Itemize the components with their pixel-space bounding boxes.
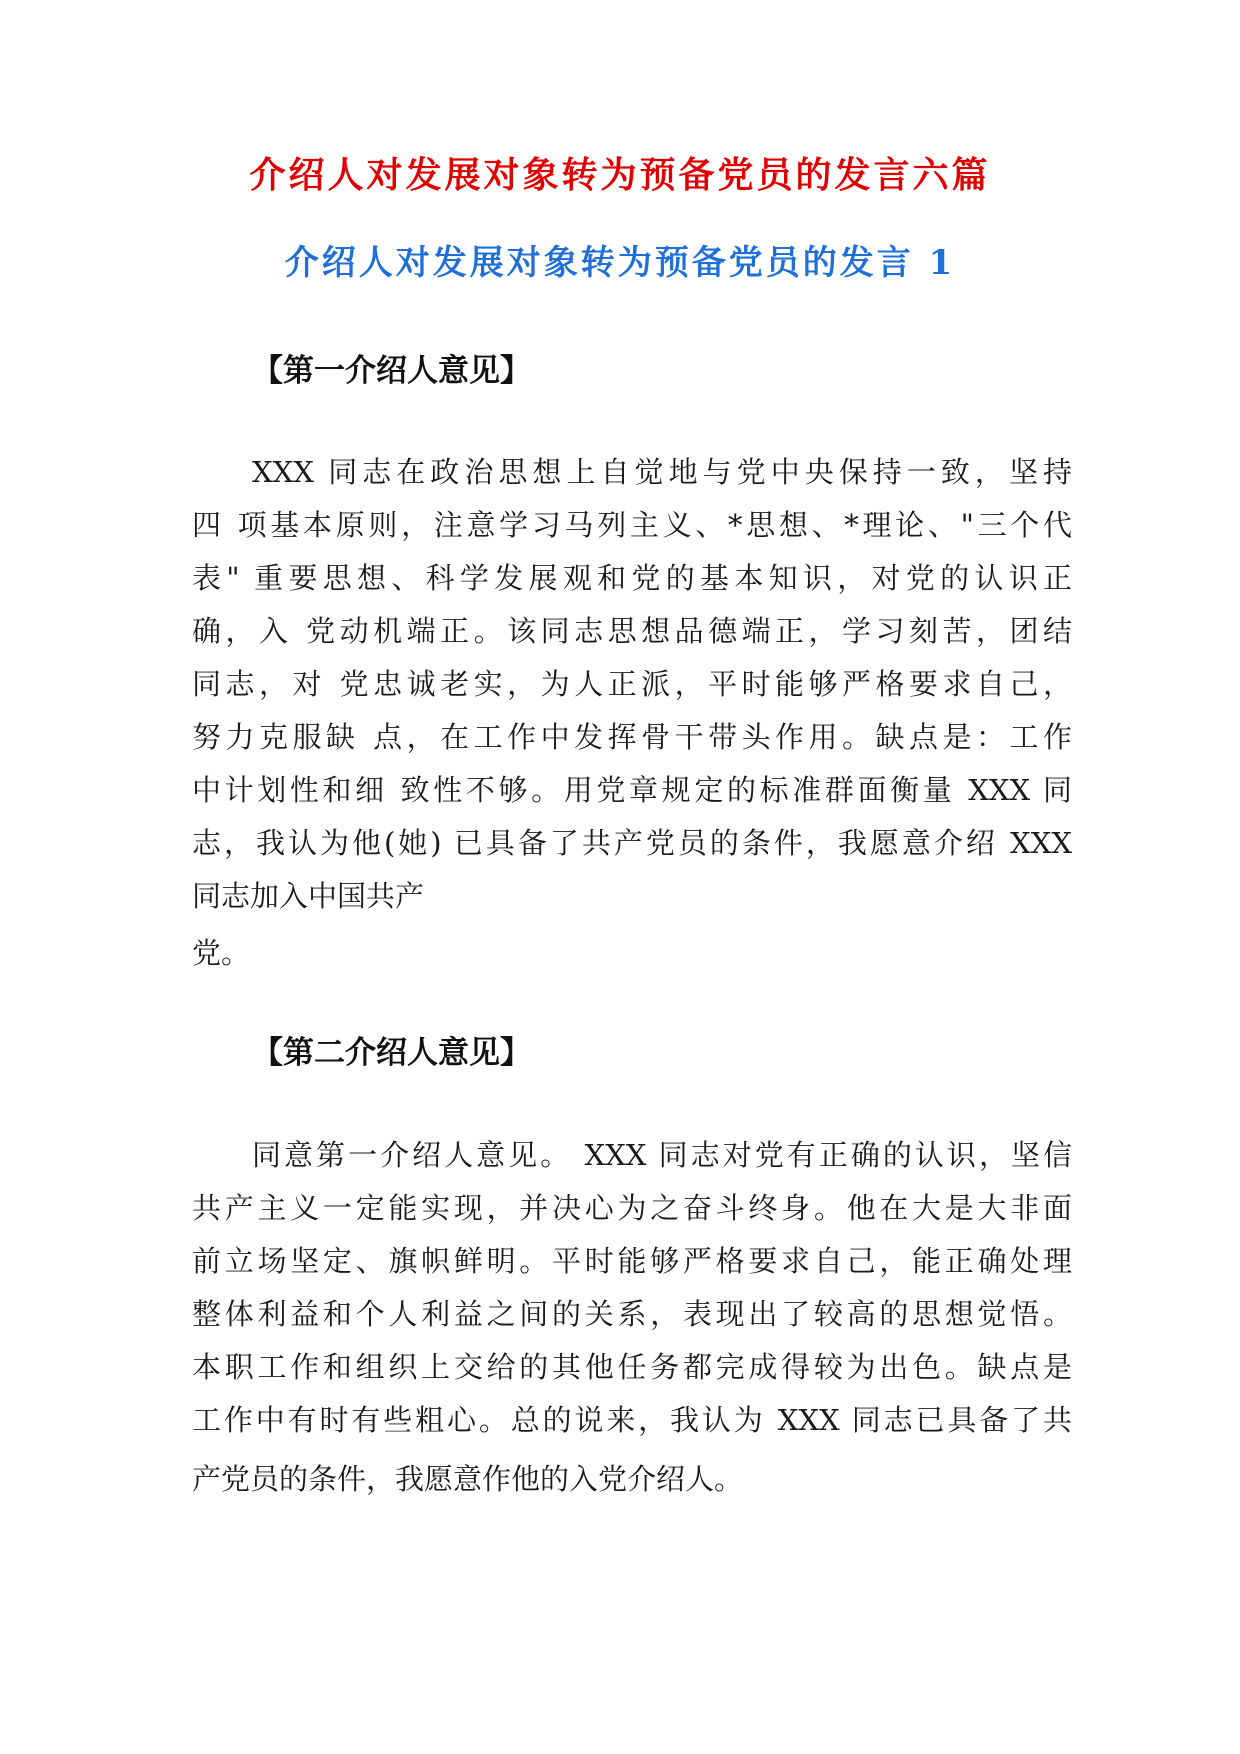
paragraph-line: 同志加入中国共产 bbox=[192, 879, 425, 913]
paragraph-line: 同意第一介绍人意见。 XXX 同志对党有正确的认识，坚信 bbox=[252, 1138, 1072, 1172]
document-title: 介绍人对发展对象转为预备党员的发言六篇 bbox=[249, 154, 991, 196]
paragraph-line: 工作中有时有些粗心。总的说来，我认为 XXX 同志已具备了共 bbox=[192, 1403, 1072, 1437]
document-subtitle: 介绍人对发展对象转为预备党员的发言 1 bbox=[284, 243, 956, 283]
section-heading-second-introducer: 【第二介绍人意见】 bbox=[252, 1035, 531, 1071]
paragraph-line: 四 项基本原则，注意学习马列主义、*思想、*理论、"三个代 bbox=[192, 508, 1072, 542]
paragraph-line: 共产主义一定能实现，并决心为之奋斗终身。他在大是大非面 bbox=[192, 1191, 1072, 1225]
paragraph-line: 志，我认为他(她) 已具备了共产党员的条件，我愿意介绍 XXX bbox=[192, 826, 1072, 860]
paragraph-line: 同志，对 党忠诚老实，为人正派，平时能够严格要求自己， bbox=[192, 667, 1072, 701]
paragraph-line: 前立场坚定、旗帜鲜明。平时能够严格要求自己，能正确处理 bbox=[192, 1244, 1072, 1278]
paragraph-line: 确，入 党动机端正。该同志思想品德端正，学习刻苦，团结 bbox=[192, 614, 1072, 648]
paragraph-line: 努力克服缺 点，在工作中发挥骨干带头作用。缺点是：工作 bbox=[192, 720, 1072, 754]
paragraph-line: 党。 bbox=[192, 936, 251, 970]
paragraph-line: 整体利益和个人利益之间的关系，表现出了较高的思想觉悟。 bbox=[192, 1297, 1072, 1331]
section-heading-first-introducer: 【第一介绍人意见】 bbox=[252, 353, 531, 389]
paragraph-line: 表" 重要思想、科学发展观和党的基本知识，对党的认识正 bbox=[192, 561, 1072, 595]
paragraph-line: XXX 同志在政治思想上自觉地与党中央保持一致，坚持 bbox=[252, 455, 1072, 489]
paragraph-line: 产党员的条件，我愿意作他的入党介绍人。 bbox=[192, 1462, 744, 1496]
paragraph-line: 本职工作和组织上交给的其他任务都完成得较为出色。缺点是 bbox=[192, 1350, 1072, 1384]
paragraph-line: 中计划性和细 致性不够。用党章规定的标准群面衡量 XXX 同 bbox=[192, 773, 1072, 807]
